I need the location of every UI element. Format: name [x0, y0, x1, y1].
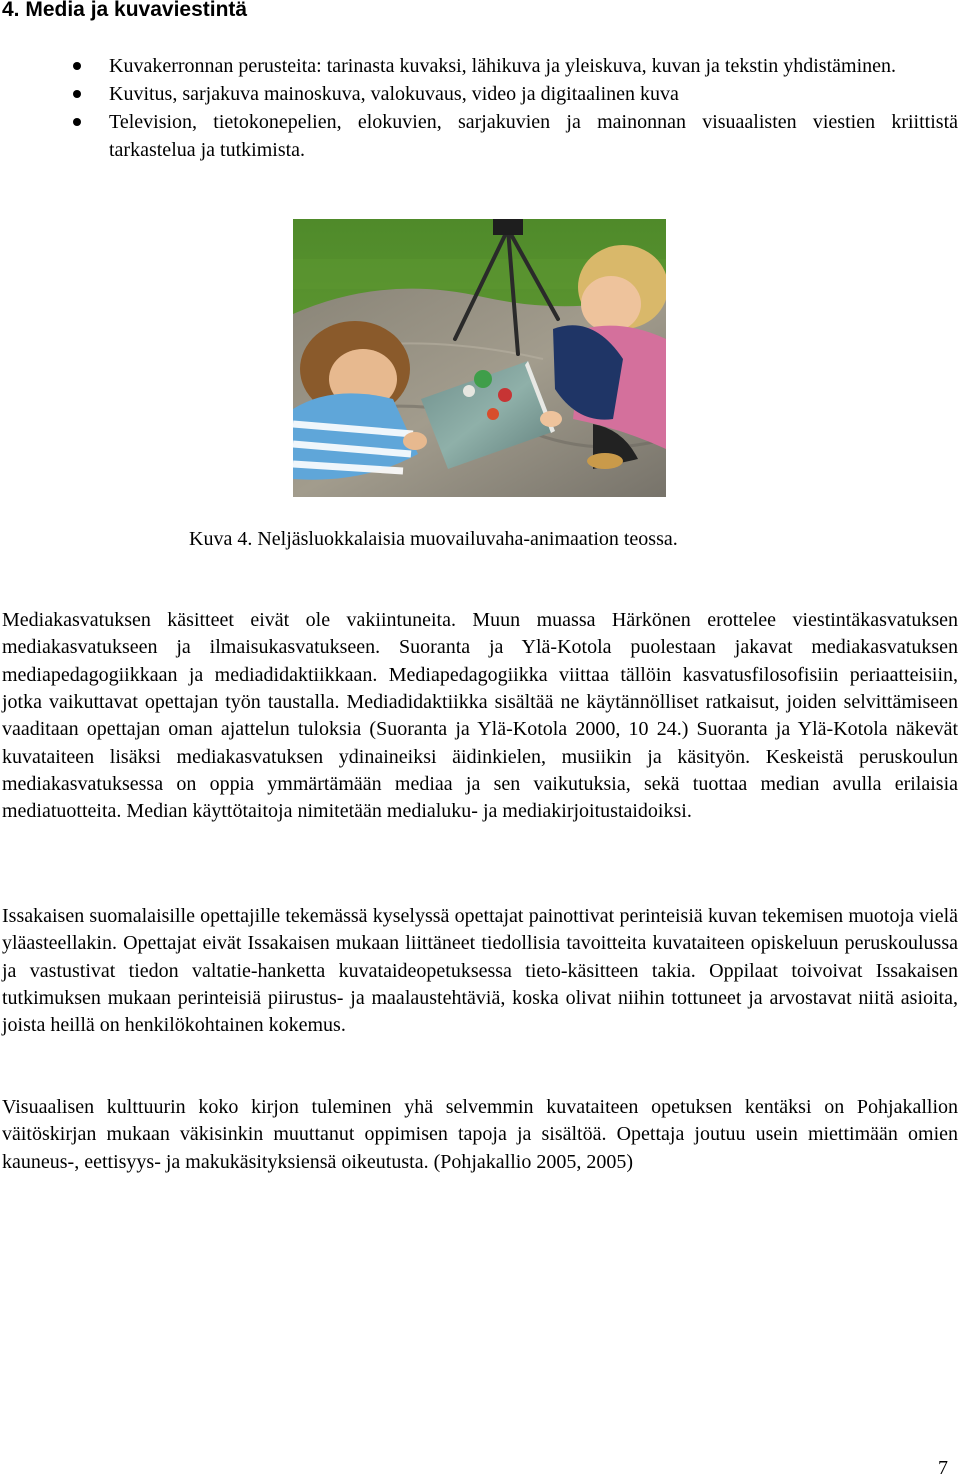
figure-photo — [293, 219, 666, 497]
topic-bullet-list — [0, 52, 958, 164]
body-paragraph: Visuaalisen kulttuurin koko kirjon tuleminen yhä selvemmin kuvataiteen opetuksen kentäksi on Pohjakallion väitöskirjan mukaan väkisinkin muuttanut oppimisen tapoja ja sisältöä. Opettaja joutuu usein miettimään omien kauneus-, eettisyys- ja makukäsityksiensä oikeutusta. (Pohjakallio 2005, 2005) — [2, 1096, 958, 1173]
bullet-dot-icon — [73, 118, 81, 126]
bullet-text: Television, tietokonepelien, elokuvien, sarjakuvien ja mainonnan visuaalisten viestien kriittistä tarkastelua ja tutkimista. — [109, 111, 958, 161]
figure-caption: Kuva 4. Neljäsluokkalaisia muovailuvaha-animaation teossa. — [189, 528, 678, 550]
body-paragraph: Mediakasvatuksen käsitteet eivät ole vakiintuneita. Muun muassa Härkönen erottelee viestintäkasvatuksen mediakasvatukseen ja ilmaisukasvatukseen. Suoranta ja Ylä-Kotola puolestaan jakavat mediakasvatuksen mediapedagogiikkaan ja mediadidaktiikkaan. Mediapedagogiikka viittaa tällöin kasvatusfilosofisiin periaatteisiin, jotka vaikuttavat opettajan työn taustalla. Mediadidaktiikka sisältää ne käytännölliset ratkaisut, joiden selvittämiseen vaaditaan opettajan oman ajattelun tuloksia (Suoranta ja Ylä-Kotola 2000, 10 24.) Suoranta ja Ylä-Kotola näkevät kuvataiteen lisäksi mediakasvatuksen ydinaineiksi äidinkielen, musiikin ja käsityön. Keskeistä peruskoulun mediakasvatuksessa on oppia ymmärtämään mediaa ja sen vaikutuksia, sekä tuottaa median avulla erilaisia mediatuotteita. Median käyttötaitoja nimitetään medialuku- ja mediakirjoitustaidoiksi. — [2, 609, 958, 823]
children-animation-photo — [293, 219, 666, 497]
bullet-dot-icon — [73, 90, 81, 98]
bullet-item — [0, 52, 958, 80]
section-heading: 4. Media ja kuvaviestintä — [2, 0, 248, 21]
body-paragraph: Issakaisen suomalaisille opettajille tekemässä kyselyssä opettajat painottivat perinteisiä kuvan tekemisen muotoja vielä yläasteellakin. Opettajat eivät Issakaisen mukaan liittäneet tiedollisia tavoitteita kuvataiteen opiskeluun peruskoulussa ja vastustivat tiedon valtatie-hanketta kuvataideopetuksessa tieto-käsitteen takia. Oppilaat toivoivat Issakaisen tutkimuksen mukaan perinteisiä piirustus- ja maalaustehtäviä, koska olivat niihin tottuneet ja arvostavat niitä asioita, joista heillä on henkilökohtainen kokemus. — [2, 905, 958, 1037]
bullet-item — [0, 80, 958, 108]
bullet-text: Kuvakerronnan perusteita: tarinasta kuvaksi, lähikuva ja yleiskuva, kuvan ja tekstin yhdistäminen. — [109, 55, 897, 77]
bullet-item — [0, 108, 958, 164]
bullet-text: Kuvitus, sarjakuva mainoskuva, valokuvaus, video ja digitaalinen kuva — [109, 83, 679, 105]
bullet-dot-icon — [73, 62, 81, 70]
page-number: 7 — [938, 1457, 948, 1479]
